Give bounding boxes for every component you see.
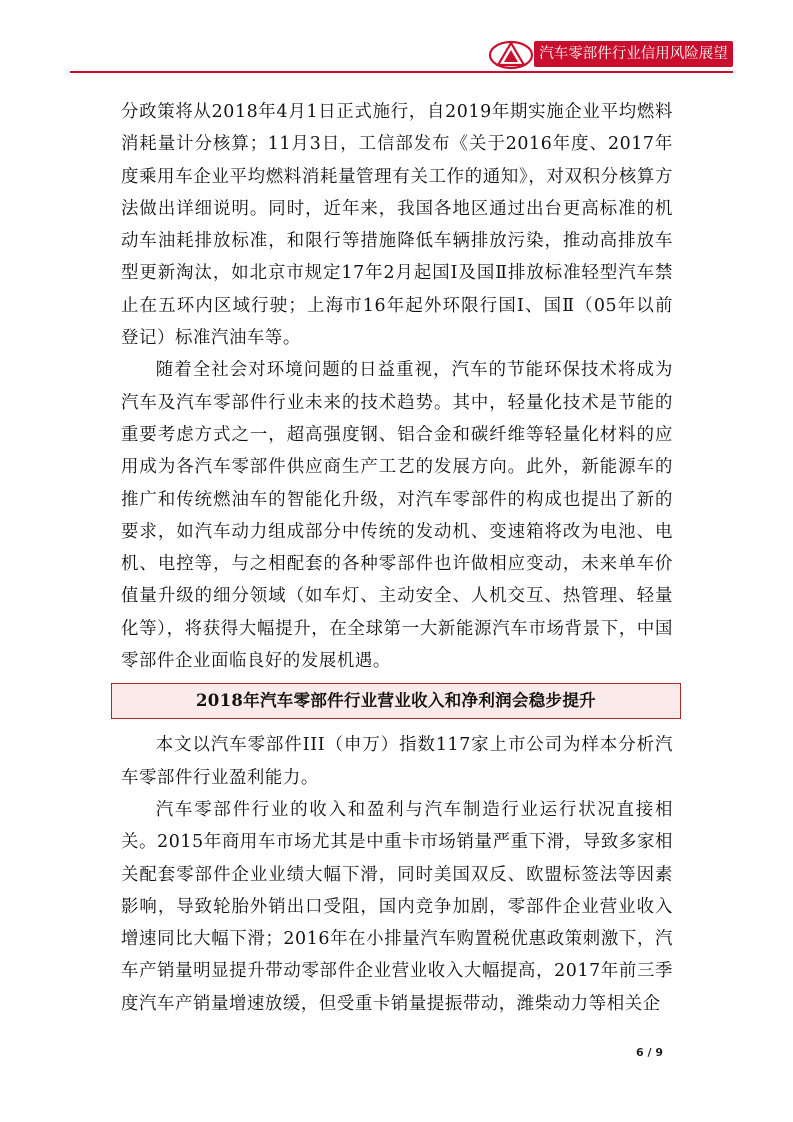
- paragraph-sample: 本文以汽车零部件III（申万）指数117家上市公司为样本分析汽车零部件行业盈利能力。: [121, 735, 673, 788]
- header-title: 汽车零部件行业信用风险展望: [534, 41, 733, 67]
- paragraph-tech-trends: 随着全社会对环境问题的日益重视，汽车的节能环保技术将成为汽车及汽车零部件行业未来的技术趋势。其中，轻量化技术是节能的重要考虑方式之一，超高强度钢、铝合金和碳纤维等轻量化材料的应用成为各汽车零部件供应商生产工艺的发展方向。此外，新能源车的推广和传统燃油车的智能化升级，对汽车零部件的构成也提出了新的要求，如汽车动力组成部分中传统的发动机、变速箱将改为电池、电机、电控等，与之相配套的各种零部件也许做相应变动，未来单车价值量升级的细分领域（如车灯、主动安全、人机交互、热管理、轻量化等），将获得大幅提升，在全球第一大新能源汽车市场背景下，中国零部件企业面临良好的发展机遇。: [121, 360, 673, 672]
- paragraph-revenue: 汽车零部件行业的收入和盈利与汽车制造行业运行状况直接相关。2015年商用车市场尤其是中重卡市场销量严重下滑，导致多家相关配套零部件企业业绩大幅下滑，同时美国双反、欧盟标签法等因素影响，导致轮胎外销出口受阻，国内竞争加剧，零部件企业营业收入增速同比大幅下滑；2016年在小排量汽车购置税优惠政策刺激下，汽车产销量明显提升带动零部件企业营业收入大幅提高，2017年前三季度汽车产销量增速放缓，但受重卡销量提振带动，潍柴动力等相关企: [121, 799, 673, 1014]
- section-heading: 2018年汽车零部件行业营业收入和净利润会稳步提升: [111, 683, 681, 719]
- page-header: [488, 38, 733, 70]
- document-body: [121, 96, 673, 1020]
- paragraph-continued: 分政策将从2018年4月1日正式施行，自2019年期实施企业平均燃料消耗量计分核算；11月3日，工信部发布《关于2016年度、2017年度乘用车企业平均燃料消耗量管理有关工作的通知》，对双积分核算方法做出详细说明。同时，近年来，我国各地区通过出台更高标准的机动车油耗排放标准，和限行等措施降低车辆排放污染，推动高排放车型更新淘汰，如北京市规定17年2月起国Ⅰ及国Ⅱ排放标准轻型汽车禁止在五环内区域行驶；上海市16年起外环限行国Ⅰ、国Ⅱ（05年以前登记）标准汽油车等。: [121, 102, 673, 349]
- triangle-emblem-icon: [488, 38, 534, 70]
- header-divider: [70, 71, 733, 73]
- page-number: 6 / 9: [636, 1046, 663, 1059]
